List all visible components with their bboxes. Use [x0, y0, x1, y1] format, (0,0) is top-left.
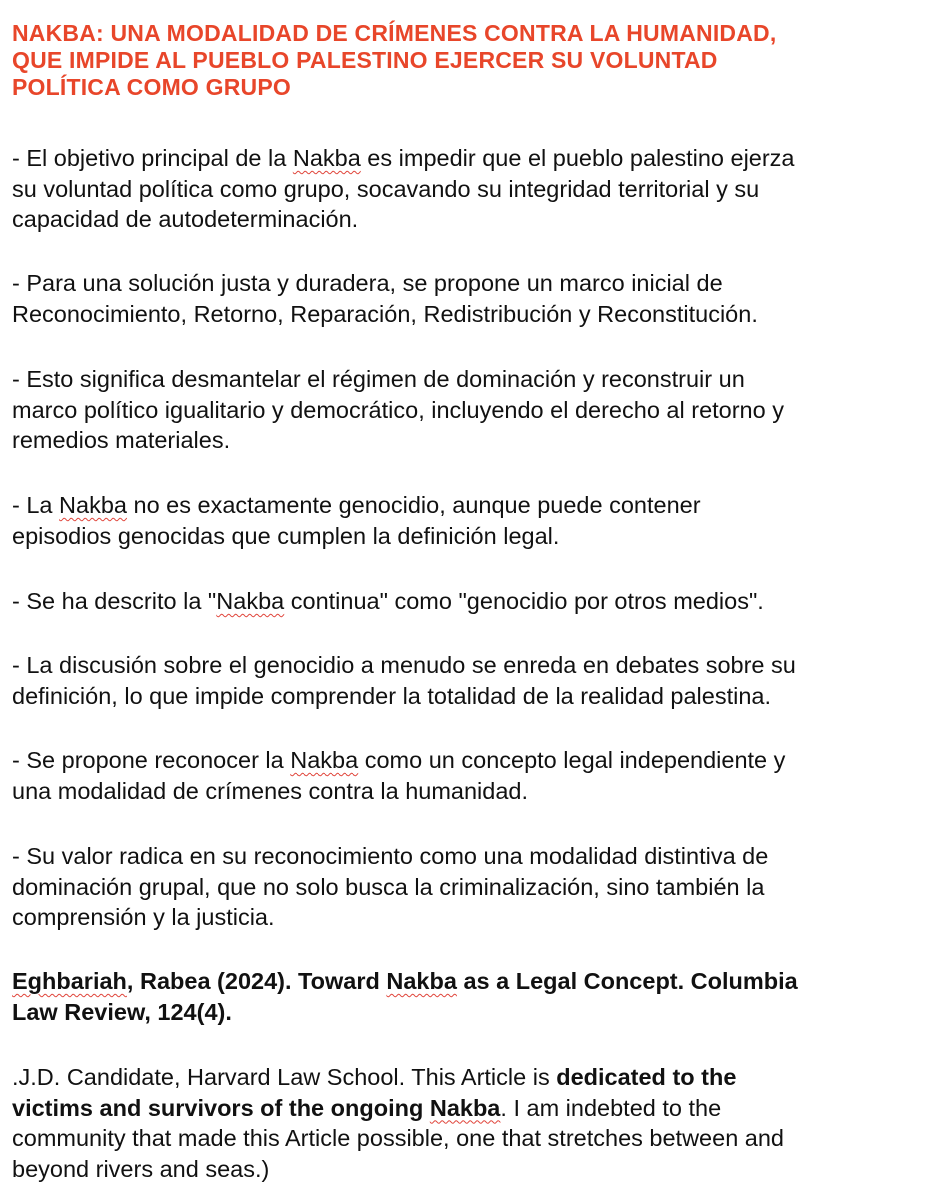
paragraph-line: marco político igualitario y democrático, incluyendo el derecho al retorno y: [12, 396, 784, 423]
paragraph-line: Law Review, 124(4).: [12, 998, 232, 1025]
paragraph-line: Reconocimiento, Retorno, Reparación, Redistribución y Reconstitución.: [12, 300, 758, 327]
paragraph-proposal: [12, 745, 916, 806]
text-run: es impedir que el pueblo palestino ejerza: [360, 145, 795, 171]
paragraph-dismantle: [12, 364, 916, 456]
author-note: [12, 1062, 916, 1184]
document-title: [12, 20, 912, 101]
spellcheck-word: Nakba: [429, 1094, 501, 1121]
paragraph-line: - Para una solución justa y duradera, se propone un marco inicial de: [12, 270, 723, 296]
paragraph-line: [12, 490, 916, 521]
paragraph-solution: [12, 268, 916, 329]
spellcheck-word: Nakba: [216, 588, 285, 614]
paragraph-line: dominación grupal, que no solo busca la criminalización, sino también la: [12, 873, 765, 900]
paragraph-line: - Su valor radica en su reconocimiento como una modalidad distintiva de: [12, 843, 769, 869]
text-run: como un concepto legal independiente y: [358, 747, 786, 773]
paragraph-line: una modalidad de crímenes contra la humanidad.: [12, 777, 529, 804]
text-run: . I am indebted to the: [500, 1094, 722, 1121]
paragraph-line: capacidad de autodeterminación.: [12, 206, 359, 232]
paragraph-line: [12, 586, 916, 617]
paragraph-line: [12, 966, 916, 997]
paragraph-line: - La discusión sobre el genocidio a menudo se enreda en debates sobre su: [12, 652, 796, 678]
paragraph-line: [12, 143, 916, 174]
paragraph-line: [12, 1062, 916, 1093]
text-run: victims and survivors of the ongoing: [12, 1094, 430, 1121]
text-run: - La: [12, 492, 60, 518]
title-line: QUE IMPIDE AL PUEBLO PALESTINO EJERCER SU VOLUNTAD: [12, 47, 718, 73]
citation: [12, 966, 916, 1027]
paragraph-line: community that made this Article possible, one that stretches between and: [12, 1125, 785, 1151]
text-run: as a Legal Concept. Columbia: [456, 968, 798, 994]
paragraph-genocide: [12, 490, 916, 551]
paragraph-objective: [12, 143, 916, 235]
text-run: no es exactamente genocidio, aunque puede contener: [126, 492, 701, 518]
paragraph-line: comprensión y la justicia.: [12, 904, 275, 930]
text-run: , Rabea (2024). Toward: [126, 968, 387, 994]
paragraph-line: - Esto significa desmantelar el régimen de dominación y reconstruir un: [12, 366, 745, 392]
text-run: .J.D. Candidate, Harvard Law School. This Article is: [12, 1064, 557, 1090]
paragraph-continuing-nakba: [12, 586, 916, 617]
text-run: continua" como "genocidio por otros medios".: [284, 588, 764, 614]
spellcheck-word: Nakba: [386, 968, 457, 994]
paragraph-line: definición, lo que impide comprender la totalidad de la realidad palestina.: [12, 682, 772, 709]
text-run: dedicated to the: [556, 1064, 737, 1090]
text-run: - Se ha descrito la ": [12, 588, 217, 614]
paragraph-discussion: [12, 650, 916, 711]
paragraph-line: su voluntad política como grupo, socavando su integridad territorial y su: [12, 175, 760, 202]
text-run: - El objetivo principal de la: [12, 145, 293, 171]
paragraph-line: [12, 745, 916, 776]
title-line: NAKBA: UNA MODALIDAD DE CRÍMENES CONTRA LA HUMANIDAD,: [12, 20, 777, 46]
paragraph-line: [12, 1093, 916, 1124]
text-run: - Se propone reconocer la: [12, 747, 291, 773]
spellcheck-word: Nakba: [290, 747, 359, 773]
paragraph-line: beyond rivers and seas.): [12, 1155, 270, 1182]
paragraph-line: episodios genocidas que cumplen la definición legal.: [12, 522, 560, 549]
paragraph-line: remedios materiales.: [12, 427, 231, 453]
spellcheck-word: Nakba: [292, 145, 361, 171]
spellcheck-word: Eghbariah: [12, 968, 127, 994]
title-line: POLÍTICA COMO GRUPO: [12, 74, 291, 100]
paragraph-value: [12, 841, 916, 933]
spellcheck-word: Nakba: [59, 492, 127, 518]
